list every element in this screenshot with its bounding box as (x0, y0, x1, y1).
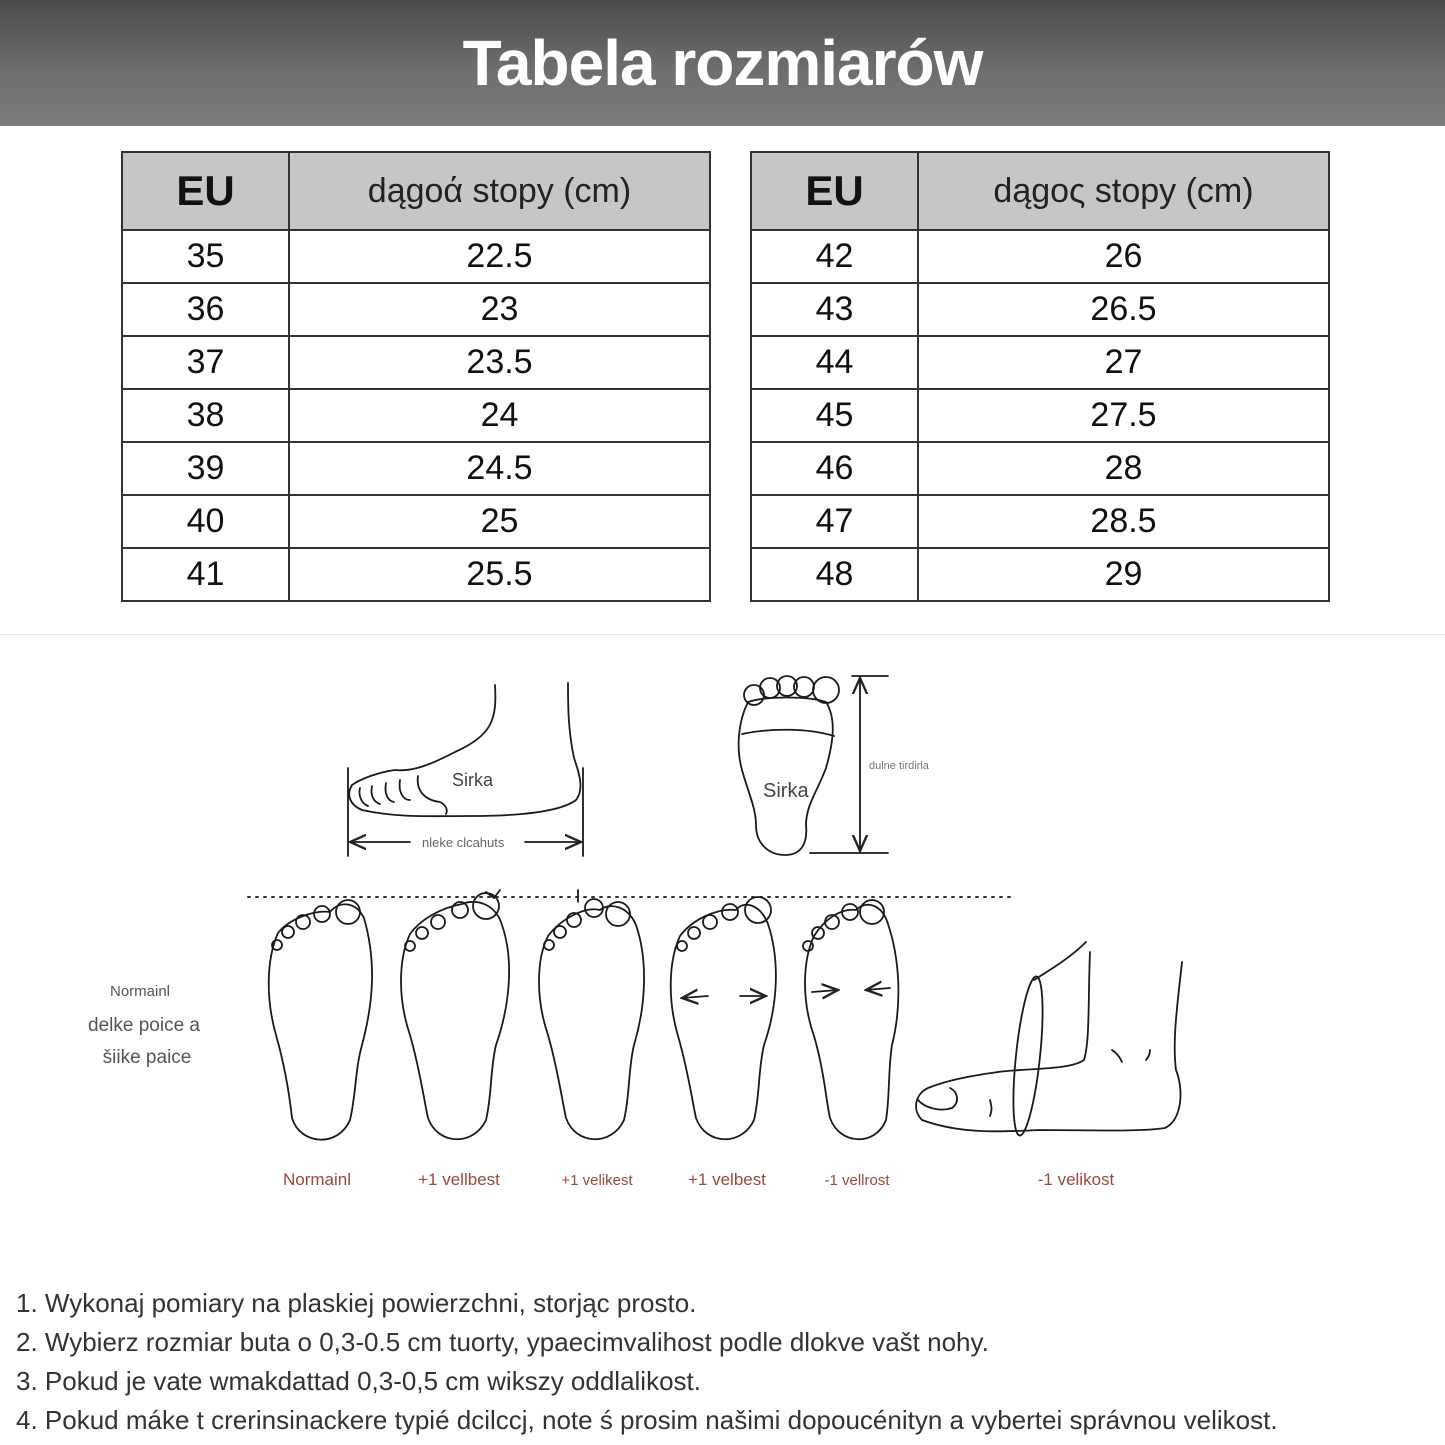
foot-length-cell: 23.5 (289, 336, 710, 389)
foot-wide-forefoot-icon (671, 897, 776, 1139)
table-row (751, 495, 1329, 548)
eu-size-cell: 42 (751, 230, 918, 283)
eu-size-cell: 44 (751, 336, 918, 389)
eu-size-cell: 47 (751, 495, 918, 548)
width-arrow-left (682, 996, 708, 998)
eu-size-cell: 45 (751, 389, 918, 442)
foot-length-cell: 22.5 (289, 230, 710, 283)
eu-size-cell: 38 (122, 389, 289, 442)
eu-size-cell: 46 (751, 442, 918, 495)
eu-size-cell: 40 (122, 495, 289, 548)
measurement-instructions (16, 1285, 1278, 1441)
sole-view-foot-icon (739, 676, 839, 855)
narrow-arrow-right (866, 988, 890, 990)
table-row (751, 442, 1329, 495)
eu-size-cell: 39 (122, 442, 289, 495)
foot-length-cell: 23 (289, 283, 710, 336)
eu-column-header: EU (122, 152, 289, 230)
side-measure-label: nleke clcahuts (422, 835, 505, 850)
foot-length-cell: 28 (918, 442, 1329, 495)
narrow-arrow-left (812, 990, 838, 992)
table-row (751, 230, 1329, 283)
length-column-header: dągoς stopy (cm) (918, 152, 1329, 230)
table-row (751, 389, 1329, 442)
foot-length-cell: 27.5 (918, 389, 1329, 442)
eu-size-cell: 37 (122, 336, 289, 389)
foot-measurement-diagram (0, 640, 1445, 1240)
table-header-row (751, 152, 1329, 230)
side-width-label: Sirka (452, 770, 494, 790)
foot-length-cell: 25.5 (289, 548, 710, 601)
sole-width-label: Sirka (763, 780, 809, 802)
foot-length-cell: 24.5 (289, 442, 710, 495)
foot-length-cell: 28.5 (918, 495, 1329, 548)
table-row (122, 495, 710, 548)
size-table-right (750, 151, 1330, 602)
left-caption-line-3: šiike paice (102, 1047, 192, 1068)
left-caption-line-2: delke poice a (88, 1015, 200, 1036)
section-divider (0, 634, 1445, 635)
table-row (122, 389, 710, 442)
caption-minus-one-a: -1 vellrost (824, 1172, 890, 1189)
table-header-row (122, 152, 710, 230)
eu-size-cell: 36 (122, 283, 289, 336)
table-row (122, 548, 710, 601)
table-row (122, 442, 710, 495)
table-row (751, 548, 1329, 601)
foot-length-cell: 26 (918, 230, 1329, 283)
sole-measure-label: dulne tirdirla (869, 760, 929, 772)
instruction-item: 3. Pokud je vate wmakdattad 0,3-0,5 cm wikszy oddlalikost. (16, 1366, 701, 1396)
eu-size-cell: 35 (122, 230, 289, 283)
table-row (122, 336, 710, 389)
table-row (751, 283, 1329, 336)
eu-size-cell: 41 (122, 548, 289, 601)
table-row (122, 283, 710, 336)
eu-size-cell: 48 (751, 548, 918, 601)
left-caption-line-1: Normainl (109, 983, 171, 1000)
foot-length-cell: 29 (918, 548, 1329, 601)
foot-length-cell: 26.5 (918, 283, 1329, 336)
caption-plus-one-b: +1 velikest (561, 1172, 633, 1189)
caption-plus-one-a: +1 vellbest (418, 1170, 500, 1189)
instruction-item: 4. Pokud máke t crerinsinackere typié dcilccj, note ś prosim našimi dopoucénityn a vybertei správnou velikost. (16, 1405, 1278, 1435)
foot-normal-icon (269, 900, 372, 1140)
eu-column-header: EU (751, 152, 918, 230)
foot-narrow-icon (803, 900, 898, 1139)
length-column-header: dągoά stopy (cm) (289, 152, 710, 230)
foot-instep-girth-icon (916, 942, 1182, 1137)
page-title: Tabela rozmiarów (462, 27, 983, 99)
eu-size-cell: 43 (751, 283, 918, 336)
foot-length-cell: 24 (289, 389, 710, 442)
foot-length-cell: 25 (289, 495, 710, 548)
foot-length-cell: 27 (918, 336, 1329, 389)
foot-wide-toes-icon (401, 890, 509, 1139)
caption-plus-one-c: +1 velbest (688, 1170, 766, 1189)
table-row (751, 336, 1329, 389)
header-banner (0, 0, 1445, 126)
foot-long-second-toe-icon (539, 890, 644, 1139)
instruction-item: 2. Wybierz rozmiar buta o 0,3-0.5 cm tuorty, ypaecimvalihost podle dlokve vašt nohy. (16, 1327, 989, 1357)
table-row (122, 230, 710, 283)
size-table-left (121, 151, 711, 602)
caption-normal: Normainl (282, 1170, 352, 1189)
caption-minus-one-b: -1 velikost (1037, 1170, 1115, 1189)
instruction-item: 1. Wykonaj pomiary na plaskiej powierzchni, storjąc prosto. (16, 1288, 697, 1318)
